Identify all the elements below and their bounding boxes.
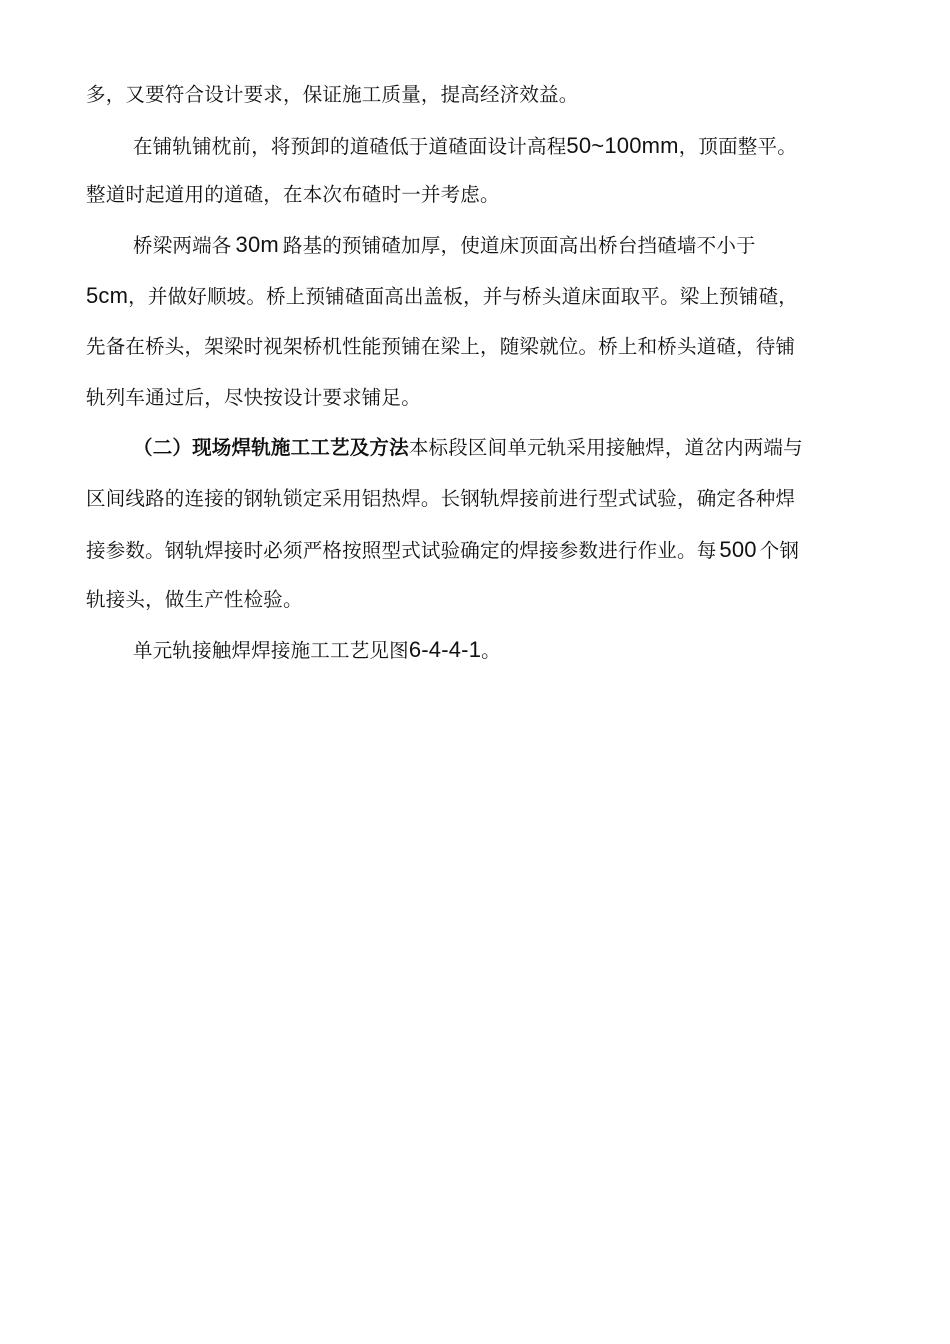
number-run: 30m (235, 232, 279, 257)
paragraph-line-1 (86, 81, 886, 109)
number-run: 50~100mm (566, 133, 679, 158)
paragraph-line-12 (133, 636, 933, 665)
paragraph-line-5 (86, 282, 886, 311)
section-heading: （二）现场焊轨施工工艺及方法 (133, 436, 409, 459)
text-run: 在铺轨铺枕前，将预卸的道碴低于道碴面设计高程 (133, 135, 567, 158)
paragraph-line-7 (86, 384, 886, 412)
text-run: 轨接头，做生产性检验。 (86, 588, 303, 611)
text-run: 先备在桥头，架梁时视架桥机性能预铺在梁上，随梁就位。桥上和桥头道碴，待铺 (86, 335, 796, 358)
text-run: 。 (481, 639, 501, 662)
text-run: 轨列车通过后，尽快按设计要求铺足。 (86, 386, 421, 409)
text-run: 整道时起道用的道碴，在本次布碴时一并考虑。 (86, 183, 500, 206)
paragraph-line-9 (86, 485, 886, 513)
text-run: 单元轨接触焊焊接施工工艺见图 (133, 639, 409, 662)
figure-reference: 6-4-4-1 (408, 637, 482, 662)
paragraph-line-4 (133, 231, 933, 260)
text-run: 本标段区间单元轨采用接触焊，道岔内两端与 (408, 436, 803, 459)
paragraph-line-11 (86, 586, 886, 614)
text-run: 个钢 (759, 539, 800, 562)
paragraph-line-6 (86, 333, 886, 361)
number-run: 500 (719, 537, 757, 562)
text-run: 区间线路的连接的钢轨锁定采用铝热焊。长钢轨焊接前进行型式试验，确定各种焊 (86, 487, 796, 510)
text-run: 桥梁两端各 (133, 234, 232, 257)
text-run: 路基的预铺碴加厚，使道床顶面高出桥台挡碴墙不小于 (282, 234, 756, 257)
text-run: 多，又要符合设计要求，保证施工质量，提高经济效益。 (86, 83, 579, 106)
text-run: ，顶面整平。 (678, 135, 797, 158)
paragraph-line-8 (133, 434, 933, 462)
paragraph-line-10 (86, 536, 886, 565)
text-run: 接参数。钢轨焊接时必须严格按照型式试验确定的焊接参数进行作业。每 (86, 539, 717, 562)
number-run: 5cm (86, 283, 129, 308)
paragraph-line-2 (133, 132, 933, 161)
paragraph-line-3 (86, 181, 886, 209)
text-run: ，并做好顺坡。桥上预铺碴面高出盖板，并与桥头道床面取平。梁上预铺碴， (128, 285, 798, 308)
